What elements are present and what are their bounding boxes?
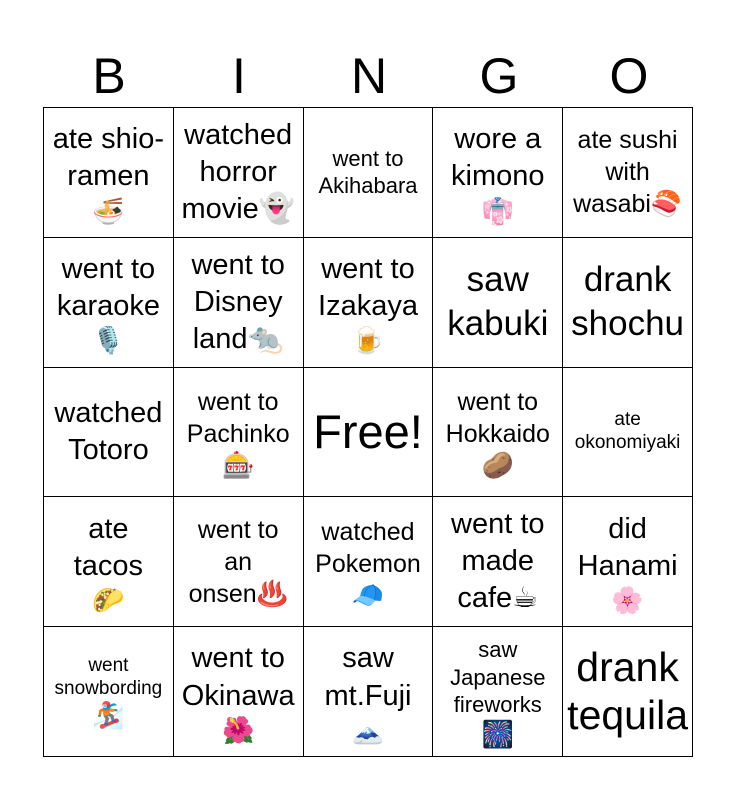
bingo-cell[interactable]	[563, 497, 693, 627]
bingo-cell-text: went to Okinawa	[181, 642, 295, 712]
header-letter-i: I	[232, 48, 246, 104]
bingo-cell-text: went to Pachinko	[186, 387, 290, 448]
bingo-cell-text: watched Pokemon	[315, 517, 421, 578]
bingo-cell-text: ate tacos	[73, 512, 144, 582]
bingo-cell-text: drank shochu	[571, 260, 685, 344]
header-letter-o: O	[609, 48, 649, 104]
bingo-cell-text: did Hanami	[577, 512, 678, 582]
bingo-cell[interactable]	[174, 108, 304, 238]
bingo-header	[44, 48, 694, 104]
bingo-cell-emoji-icon: 🏂	[92, 700, 125, 731]
bingo-cell[interactable]	[174, 627, 304, 757]
bingo-cell-emoji-icon: 🍜	[92, 195, 125, 226]
bingo-cell[interactable]	[433, 238, 563, 368]
bingo-cell[interactable]	[433, 627, 563, 757]
bingo-cell-emoji-icon: 🌮	[92, 584, 125, 615]
bingo-cell[interactable]	[563, 368, 693, 498]
bingo-cell-text: ate shio- ramen	[52, 123, 165, 193]
bingo-cell[interactable]	[304, 627, 434, 757]
bingo-cell[interactable]	[44, 627, 174, 757]
bingo-card-grid	[43, 107, 693, 757]
bingo-cell-text: saw mt.Fuji	[324, 642, 412, 712]
bingo-cell-text: ate sushi with wasabi🍣	[573, 126, 683, 219]
bingo-cell-text: ate okonomiyaki	[574, 409, 681, 453]
bingo-cell-text: drank tequila	[567, 644, 688, 738]
bingo-cell-text: wore a kimono	[451, 123, 545, 193]
bingo-cell-text: went to Hokkaido	[445, 387, 550, 448]
bingo-cell[interactable]	[563, 108, 693, 238]
bingo-cell[interactable]	[174, 497, 304, 627]
bingo-cell[interactable]	[44, 497, 174, 627]
bingo-cell-emoji-icon: 🌸	[611, 584, 644, 615]
bingo-cell-emoji-icon: 🎙️	[92, 325, 125, 356]
bingo-free-cell[interactable]	[304, 368, 434, 498]
bingo-cell-text: went to Disney land🐀	[191, 248, 285, 355]
bingo-cell-emoji-icon: 🥔	[481, 449, 514, 480]
bingo-cell-text: saw kabuki	[447, 260, 549, 344]
bingo-cell-emoji-icon: 👘	[481, 195, 514, 226]
header-letter-n: N	[350, 48, 388, 104]
bingo-cell-text: went to an onsen♨️	[188, 515, 288, 608]
bingo-cell[interactable]	[44, 108, 174, 238]
bingo-cell[interactable]	[433, 108, 563, 238]
bingo-cell-emoji-icon: 🗻	[351, 714, 385, 745]
bingo-cell[interactable]	[304, 497, 434, 627]
header-letter-g: G	[479, 48, 519, 104]
bingo-cell-text: went to made cafe☕	[451, 508, 545, 615]
bingo-cell-text: went snowbording	[54, 654, 163, 699]
bingo-cell[interactable]	[563, 627, 693, 757]
bingo-cell[interactable]	[44, 368, 174, 498]
bingo-cell-text: Free!	[313, 405, 423, 459]
bingo-cell-text: went to Akihabara	[318, 145, 418, 199]
bingo-cell-text: watched horror movie👻	[181, 118, 295, 225]
bingo-cell-text: watched Totoro	[54, 396, 163, 466]
header-letter-b: B	[92, 48, 126, 104]
bingo-cell-emoji-icon: 🌺	[222, 714, 255, 745]
bingo-cell[interactable]	[44, 238, 174, 368]
bingo-cell[interactable]	[433, 497, 563, 627]
bingo-cell[interactable]	[304, 238, 434, 368]
bingo-cell-text: saw Japanese fireworks	[450, 637, 546, 718]
bingo-cell-text: went to Izakaya	[318, 253, 418, 323]
bingo-cell-text: went to karaoke	[56, 253, 160, 323]
bingo-cell-emoji-icon: 🍺	[351, 325, 385, 356]
bingo-cell[interactable]	[174, 368, 304, 498]
bingo-cell[interactable]	[433, 368, 563, 498]
bingo-cell-emoji-icon: 🧢	[351, 579, 385, 610]
bingo-cell[interactable]	[304, 108, 434, 238]
bingo-cell-emoji-icon: 🎰	[222, 449, 255, 480]
bingo-cell[interactable]	[174, 238, 304, 368]
bingo-cell[interactable]	[563, 238, 693, 368]
bingo-cell-emoji-icon: 🎆	[481, 718, 514, 749]
